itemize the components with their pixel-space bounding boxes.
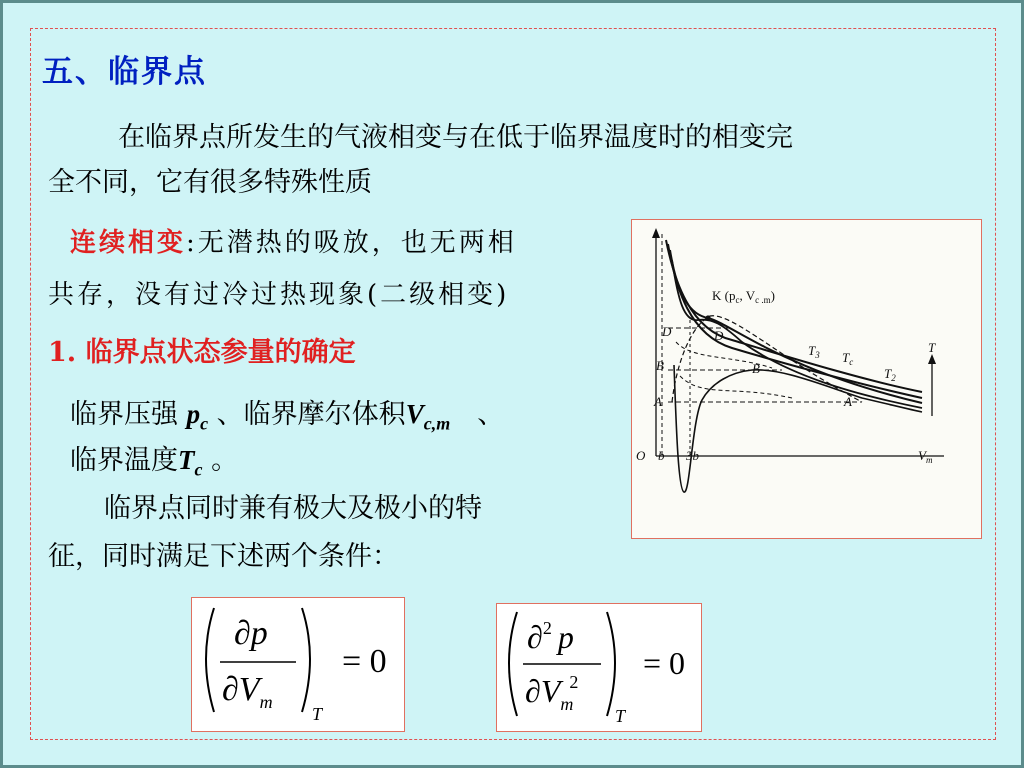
section-heading: 1. 临界点状态参量的确定: [48, 337, 356, 368]
eq1-rhs: = 0: [342, 643, 387, 680]
eq1-subscript-t: T: [312, 704, 323, 724]
equation-second-derivative: [496, 603, 702, 732]
params-prefix-1: 临界压强: [70, 399, 187, 430]
continuous-transition-label: 连续相变: [70, 228, 187, 258]
point-d-left-label: D: [662, 324, 672, 339]
params-prefix-2: 临界温度: [70, 445, 178, 476]
pc-subscript: c: [200, 413, 209, 434]
t-arrow-label: T: [928, 340, 936, 355]
point-a-right-label: A: [844, 394, 852, 409]
intro-line-2: 全不同，它有很多特殊性质: [48, 167, 372, 198]
eq2-numerator: ∂$^2$ p: [527, 618, 574, 655]
equation-1-svg: [192, 598, 404, 731]
critical-point-marker: [705, 315, 710, 320]
eq1-denominator: $\partial V_m$: [222, 671, 273, 712]
t2-label: $T_2$: [884, 366, 896, 383]
condition-line-2: 征，同时满足下述两个条件：: [48, 541, 399, 572]
vcm-symbol: V: [405, 399, 424, 429]
tc-symbol: T: [178, 445, 195, 475]
isotherm-diagram: [631, 219, 982, 539]
critical-point-label: K ($p_c$, $V_{c .m}$): [712, 288, 775, 305]
tc-subscript: c: [194, 459, 203, 480]
p-axis-arrow-icon: [652, 228, 660, 238]
eq2-right-paren: [607, 612, 615, 716]
origin-label: O: [636, 448, 646, 463]
v-axis-label: $V_m$: [918, 448, 933, 465]
params-line-2: [70, 438, 238, 480]
metastable-curve-2: [680, 376, 792, 398]
equation-first-derivative: [191, 597, 405, 732]
isotherm-t2: [672, 260, 922, 408]
params-suffix: 、: [450, 399, 505, 430]
equation-2-svg: [497, 604, 701, 731]
tick-3b-label: 3b: [686, 448, 699, 463]
point-a-left-label: A: [654, 394, 662, 409]
condition-line-1: 临界点同时兼有极大及极小的特: [104, 493, 482, 524]
params-end: 。: [202, 445, 239, 476]
params-mid: 、临界摩尔体积: [208, 399, 406, 430]
continuous-transition-line-2: 共存，没有过冷过热现象(二级相变): [48, 280, 510, 310]
point-d-right-label: D: [714, 328, 724, 343]
isotherm-svg: [632, 220, 981, 538]
point-b-left-label: B: [656, 358, 664, 373]
eq2-left-paren: [509, 612, 517, 716]
temperature-arrow-icon: [928, 354, 936, 364]
eq2-rhs: = 0: [643, 645, 686, 681]
vcm-subscript: c,m: [423, 413, 451, 434]
eq2-subscript-t: T: [615, 706, 626, 726]
point-b-right-label: B: [752, 361, 760, 376]
intro-line-1: 在临界点所发生的气液相变与在低于临界温度时的相变完: [118, 122, 793, 153]
t3-label: $T_3$: [808, 343, 820, 360]
eq2-denominator: $\partial V_m2$: [525, 672, 579, 714]
eq1-left-paren: [206, 608, 214, 712]
tc-label: $T_c$: [842, 350, 854, 367]
eq1-right-paren: [302, 608, 310, 712]
continuous-transition-text-1: :无潜热的吸放，也无两相: [186, 228, 517, 258]
tick-b-label: b: [658, 448, 665, 463]
continuous-transition-line-1: [70, 222, 517, 259]
eq1-numerator: ∂p: [234, 615, 268, 652]
params-line-1: [70, 392, 504, 434]
pc-symbol: p: [186, 399, 201, 429]
slide-title: 五、临界点: [42, 54, 207, 90]
